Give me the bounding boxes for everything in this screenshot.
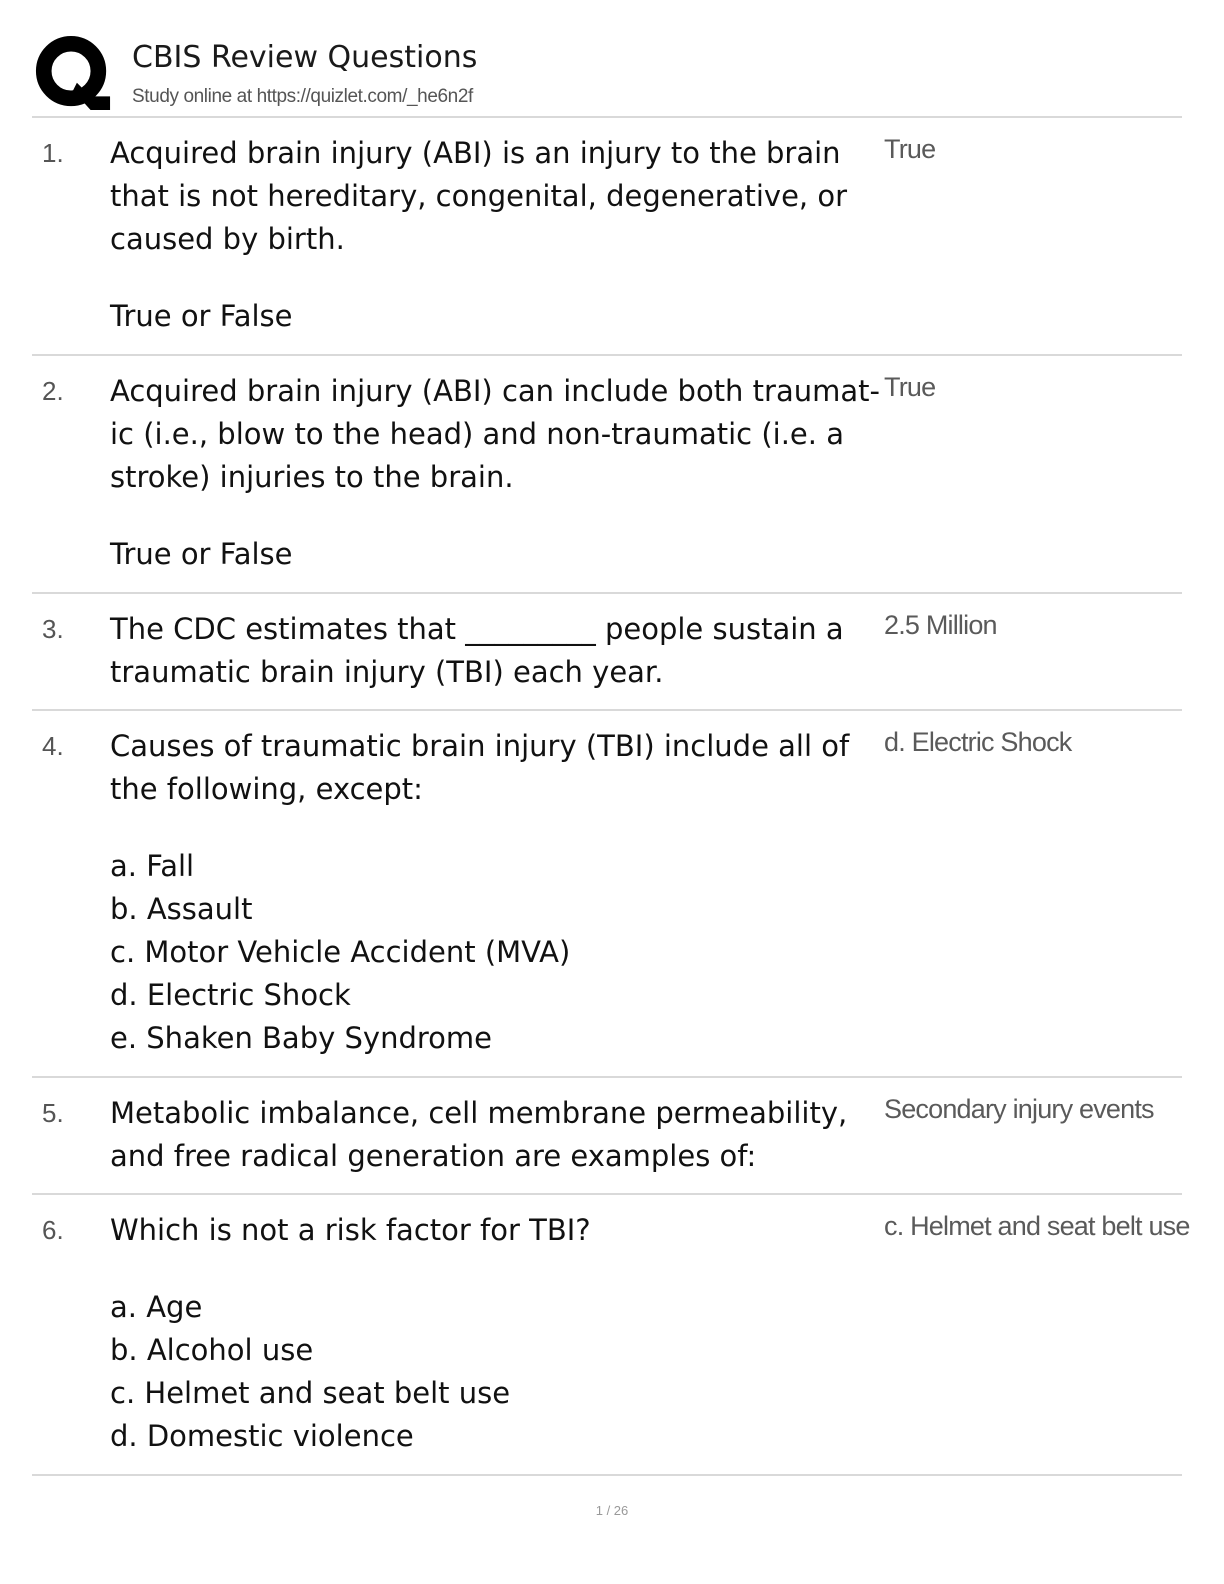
- answer-option: b. Alcohol use: [110, 1333, 314, 1367]
- answer-option: d. Electric Shock: [110, 978, 351, 1012]
- question-line: Which is not a risk factor for TBI?: [110, 1213, 591, 1247]
- answer-text: True: [884, 372, 936, 402]
- answer-option: e. Shaken Baby Syndrome: [110, 1021, 492, 1055]
- study-online-link[interactable]: Study online at https://quizlet.com/_he6n2f: [132, 86, 473, 107]
- answer-option: d. Domestic violence: [110, 1419, 414, 1453]
- answer-text: c. Helmet and seat belt use: [884, 1211, 1190, 1241]
- question-line: ic (i.e., blow to the head) and non-traumatic (i.e. a: [110, 417, 844, 451]
- question-number: 1.: [42, 138, 64, 168]
- question-block-3: [32, 594, 1182, 711]
- question-block-2: [32, 356, 1182, 594]
- answer-option: b. Assault: [110, 892, 253, 926]
- question-text: [110, 1209, 870, 1458]
- question-number: 6.: [42, 1215, 64, 1245]
- question-line: True or False: [110, 299, 293, 333]
- question-line: the following, except:: [110, 772, 423, 806]
- question-block-5: [32, 1078, 1182, 1195]
- question-line: Causes of traumatic brain injury (TBI) include all of: [110, 729, 850, 763]
- question-number: 4.: [42, 731, 64, 761]
- question-block-4: [32, 711, 1182, 1078]
- question-number: 2.: [42, 376, 64, 406]
- quizlet-logo-icon: [34, 34, 112, 112]
- question-line: caused by birth.: [110, 222, 345, 256]
- question-line: True or False: [110, 537, 293, 571]
- question-text: [110, 370, 880, 576]
- question-number: 5.: [42, 1098, 64, 1128]
- question-block-1: [32, 118, 1182, 356]
- question-block-6: [32, 1195, 1190, 1476]
- document-header: [34, 34, 1182, 118]
- answer-text: d. Electric Shock: [884, 727, 1072, 757]
- question-line: stroke) injuries to the brain.: [110, 460, 514, 494]
- answer-text: 2.5 Million: [884, 610, 997, 640]
- answer-option: c. Helmet and seat belt use: [110, 1376, 511, 1410]
- question-line: Acquired brain injury (ABI) can include both traumat-: [110, 374, 880, 408]
- page-number: 1 / 26: [595, 1503, 629, 1518]
- question-line: that is not hereditary, congenital, degenerative, or: [110, 179, 848, 213]
- question-line: traumatic brain injury (TBI) each year.: [110, 655, 664, 689]
- answer-option: a. Fall: [110, 849, 195, 883]
- question-text: [110, 608, 870, 694]
- answer-text: True: [884, 134, 936, 164]
- question-line: The CDC estimates that _________ people sustain a: [110, 612, 844, 646]
- answer-text: Secondary injury events: [884, 1094, 1154, 1124]
- question-text: [110, 132, 870, 338]
- question-number: 3.: [42, 614, 64, 644]
- question-line: Metabolic imbalance, cell membrane permeability,: [110, 1096, 848, 1130]
- answer-option: a. Age: [110, 1290, 203, 1324]
- document-title: CBIS Review Questions: [132, 40, 478, 75]
- question-text: [110, 1092, 870, 1178]
- question-text: [110, 725, 870, 1060]
- question-line: Acquired brain injury (ABI) is an injury to the brain: [110, 136, 841, 170]
- question-line: and free radical generation are examples of:: [110, 1139, 757, 1173]
- answer-option: c. Motor Vehicle Accident (MVA): [110, 935, 571, 969]
